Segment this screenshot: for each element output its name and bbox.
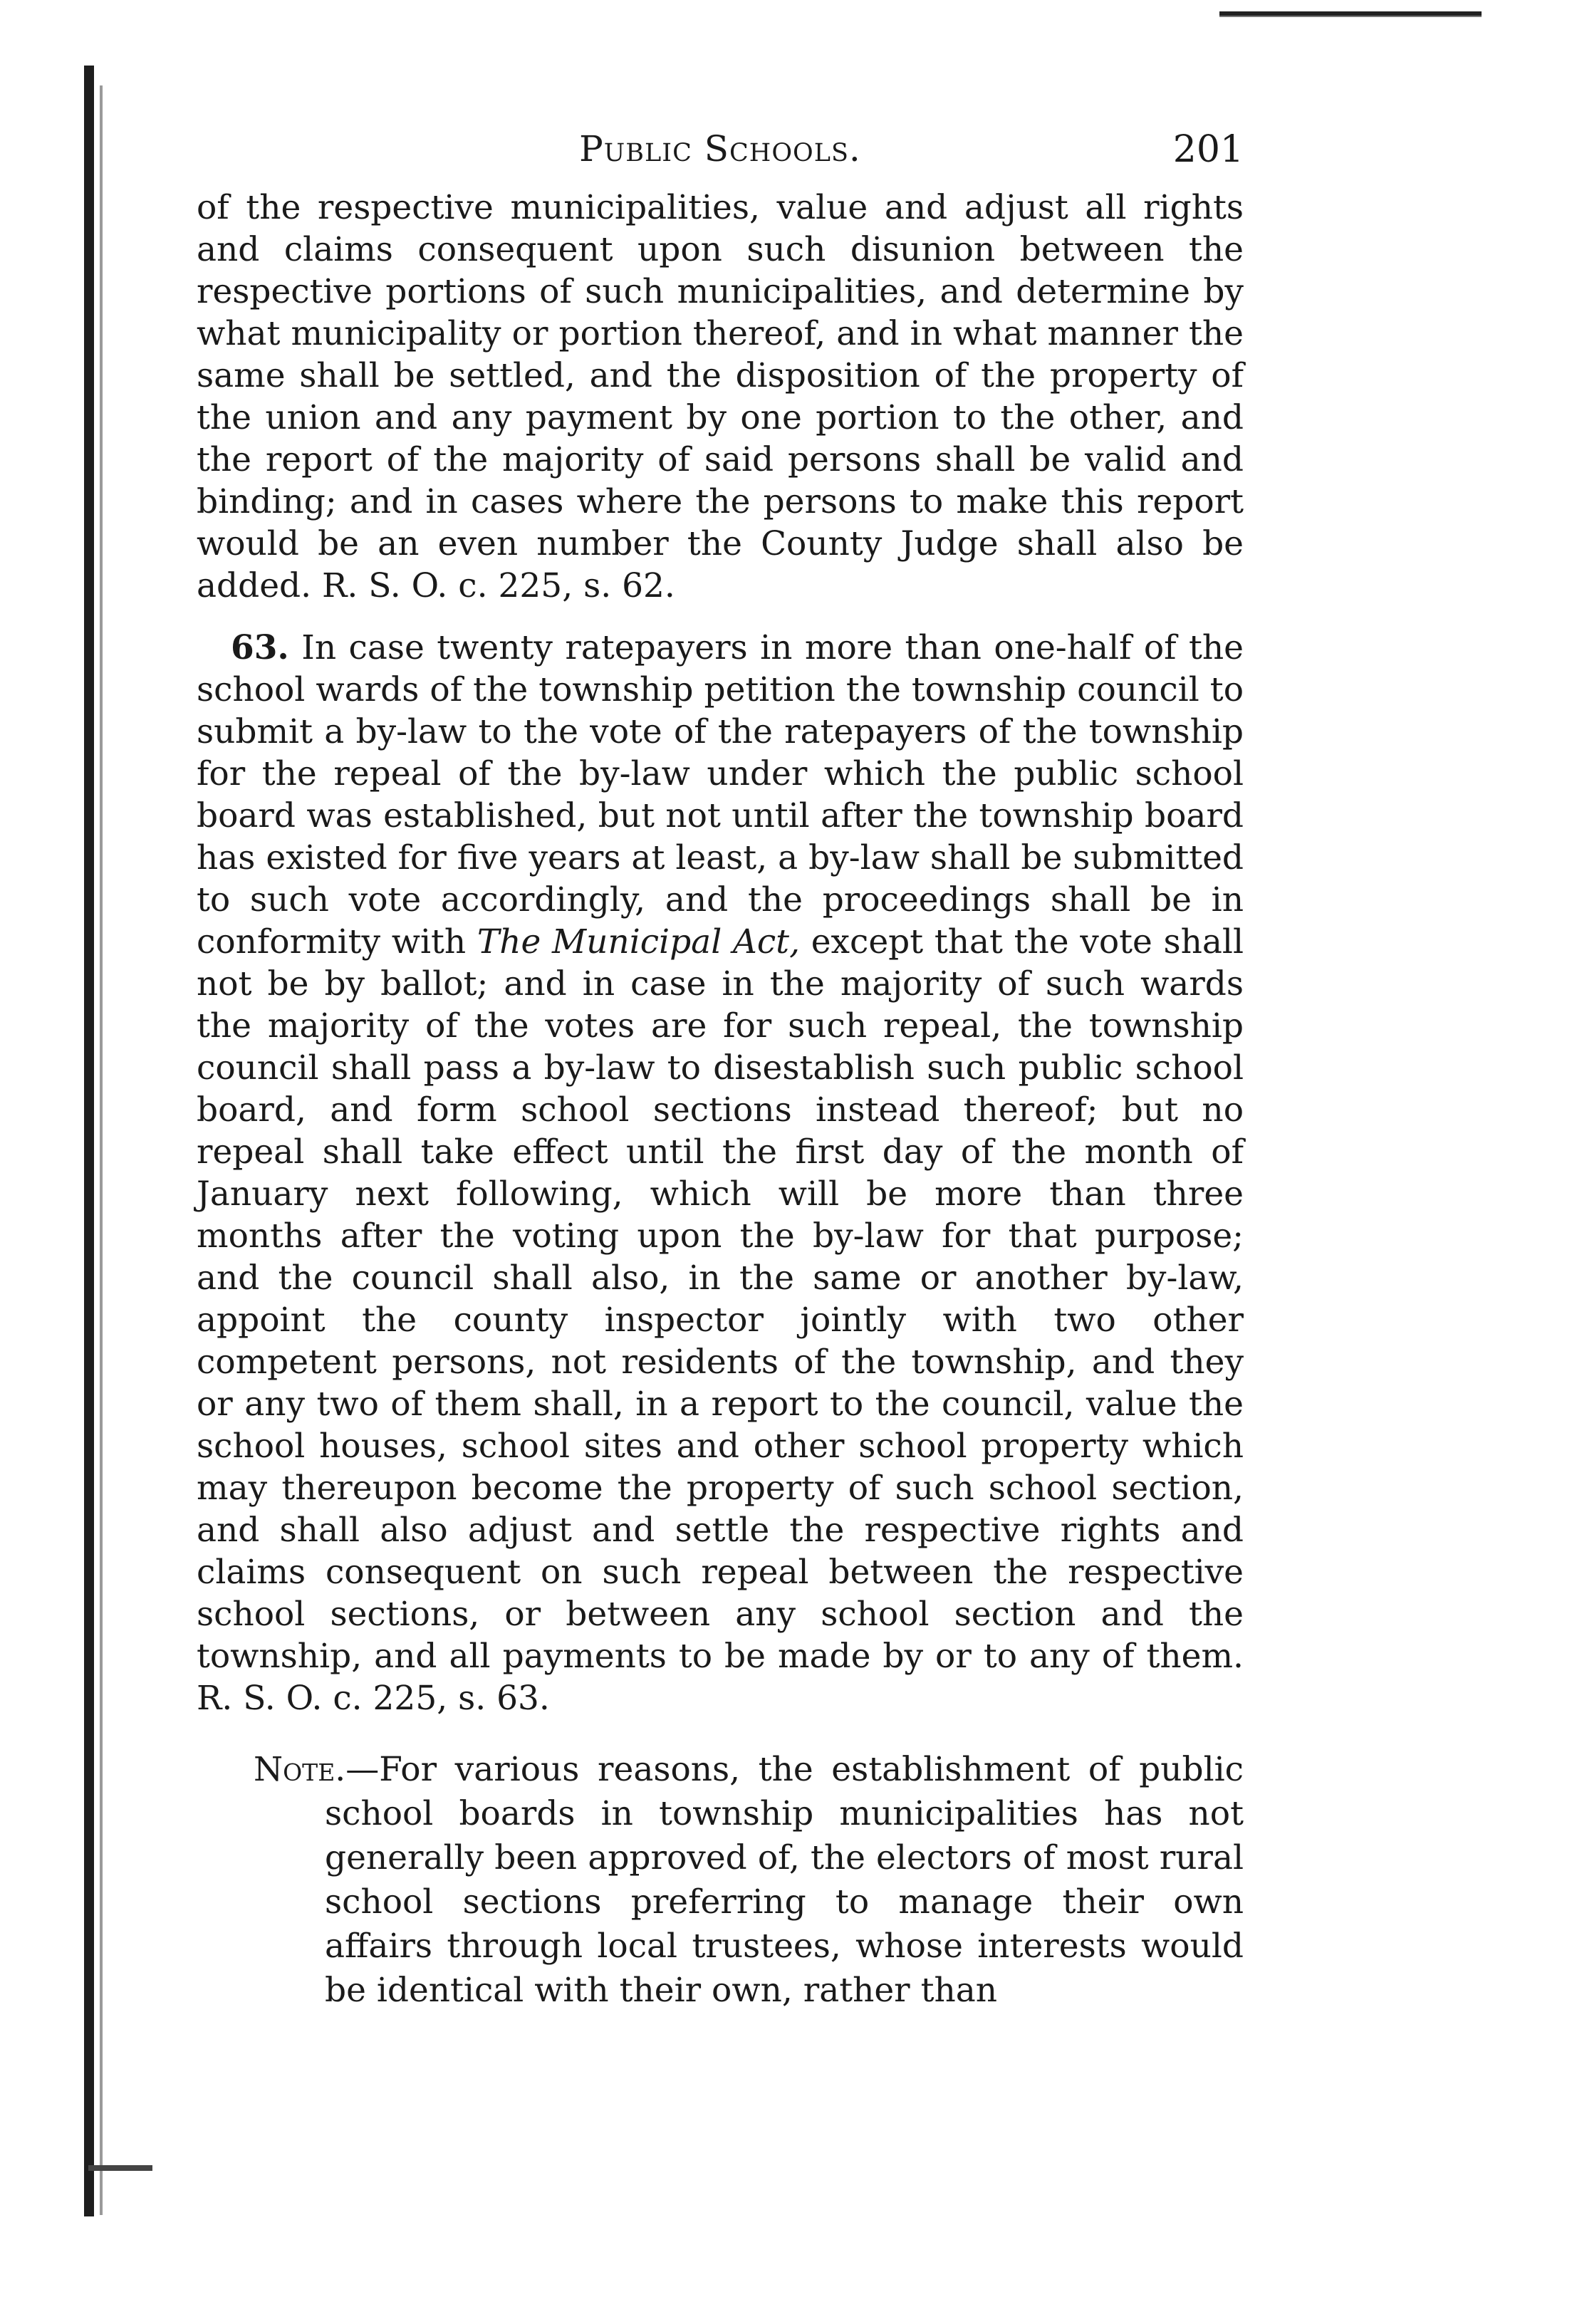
section-63 bbox=[197, 627, 1244, 1719]
note-paragraph bbox=[197, 1748, 1244, 2013]
note-text: —For various reasons, the establishment of public school boards in township municipalities has not generally been approved of, the electors of most rural school sections preferring to manage their own affairs through local trustees, whose interests would be identical with their own, rather than bbox=[325, 1750, 1244, 2010]
paragraph-continuation bbox=[197, 187, 1244, 607]
top-rule-thin bbox=[1219, 16, 1482, 17]
section-63-text-a: In case twenty ratepayers in more than one-half of the school wards of the township petition the township council to submit a by-law to the vote of the ratepayers of the township for the repeal of the by-law under which the public school board was established, but not until after the township board has existed for five years at least, a by-law shall be submitted to such vote accordingly, and the proceedings shall be in conformity with bbox=[197, 628, 1244, 962]
page-body bbox=[197, 128, 1244, 2046]
paragraph-continuation-text: of the respective municipalities, value and adjust all rights and claims consequent upon such disunion between the respective portions of such municipalities, and determine by what municipality or portion thereof, and in what manner the same shall be settled, and the disposition of the property of the union and any payment by one portion to the other, and the report of the majority of said persons shall be valid and binding; and in cases where the persons to make this report would be an even number the County Judge shall also be added. R. S. O. c. 225, s. 62. bbox=[197, 188, 1244, 605]
note-label: Note. bbox=[254, 1750, 346, 1789]
running-head: Public Schools. bbox=[579, 128, 861, 170]
page-header bbox=[197, 128, 1244, 187]
act-title: The Municipal Act, bbox=[477, 922, 801, 962]
page-number: 201 bbox=[1172, 128, 1244, 171]
binding-foot bbox=[88, 2165, 152, 2171]
binding-shadow bbox=[100, 85, 103, 2215]
binding-edge bbox=[84, 66, 94, 2216]
section-number: 63. bbox=[231, 628, 289, 667]
section-63-text-b: except that the vote shall not be by ballot; and in case in the majority of such wards the majority of the votes are for such repeal, the township council shall pass a by-law to disestablish such public school board, and form school sections instead thereof; but no repeal shall take effect until the first day of the month of January next following, which will be more than three months after the voting upon the by-law for that purpose; and the council shall also, in the same or another by-law, appoint the county inspector jointly with two other competent persons, not residents of the township, and they or any two of them shall, in a report to the council, value the school houses, school sites and other school property which may thereupon become the property of such school section, and shall also adjust and settle the respective rights and claims consequent on such repeal between the respective school sections, or between any school section and the township, and all payments to be made by or to any of them. R. S. O. c. 225, s. 63. bbox=[197, 922, 1244, 1718]
